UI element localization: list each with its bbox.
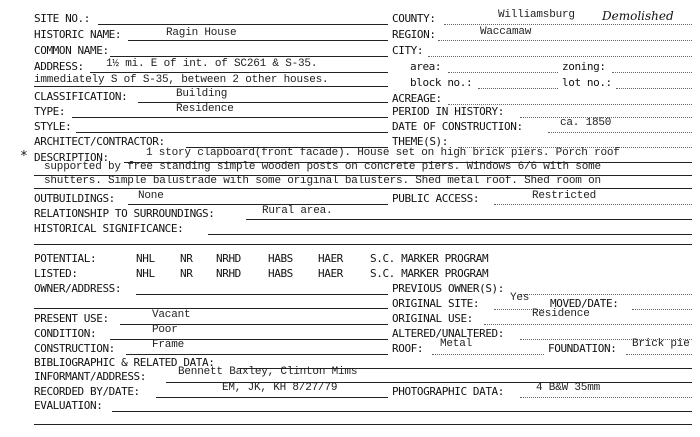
classification-label: CLASSIFICATION: <box>34 90 128 103</box>
informant-label: INFORMANT/ADDRESS: <box>34 370 147 383</box>
listed-haer: HAER <box>318 267 343 280</box>
potential-habs: HABS <box>268 252 293 265</box>
original-use-label: ORIGINAL USE: <box>392 312 473 325</box>
address-line-2 <box>34 86 388 87</box>
zoning-label: zoning: <box>562 60 606 73</box>
listed-nhl: NHL <box>136 267 155 280</box>
moved-label: MOVED/DATE: <box>550 297 619 310</box>
county-value: Williamsburg <box>498 9 575 21</box>
owner-line <box>136 294 388 295</box>
area-label: area: <box>410 60 442 73</box>
relationship-line <box>246 219 692 220</box>
potential-haer: HAER <box>318 252 343 265</box>
style-label: STYLE: <box>34 120 72 133</box>
owner-label: OWNER/ADDRESS: <box>34 282 122 295</box>
listed-habs: HABS <box>268 267 293 280</box>
listed-sc-marker: S.C. MARKER PROGRAM <box>370 267 489 280</box>
evaluation-line-2 <box>34 424 692 425</box>
county-line <box>444 24 692 25</box>
evaluation-label: EVALUATION: <box>34 399 103 412</box>
historical-significance-label: HISTORICAL SIGNIFICANCE: <box>34 222 184 235</box>
relationship-label: RELATIONSHIP TO SURROUNDINGS: <box>34 207 215 220</box>
foundation-value: Brick pie <box>632 338 690 350</box>
description-text-3: shutters. Simple balustrade with some original balusters. Shed metal roof. Shed room on <box>44 175 601 187</box>
acreage-label: ACREAGE: <box>392 92 442 105</box>
address-value-2: immediately S of S-35, between 2 other houses. <box>34 74 329 86</box>
historical-significance-line-2 <box>34 244 692 245</box>
block-label: block no.: <box>410 76 473 89</box>
address-value-1: 1½ mi. E of int. of SC261 & S-35. <box>106 58 318 70</box>
bibliographic-label: BIBLIOGRAPHIC & RELATED DATA: <box>34 356 215 369</box>
present-use-label: PRESENT USE: <box>34 312 109 325</box>
description-text-2: supported by free standing simple wooden posts on concrete piers. Windows 6/6 with some <box>44 161 601 173</box>
date-construction-label: DATE OF CONSTRUCTION: <box>392 120 523 133</box>
address-line-1 <box>90 72 388 73</box>
condition-value: Poor <box>152 324 178 336</box>
block-line <box>478 88 558 89</box>
construction-value: Frame <box>152 339 185 351</box>
potential-label: POTENTIAL: <box>34 252 97 265</box>
description-line-3 <box>34 188 692 189</box>
outbuildings-label: OUTBUILDINGS: <box>34 192 115 205</box>
themes-label: THEME(S): <box>392 135 449 148</box>
outbuildings-value: None <box>138 190 164 202</box>
date-construction-line <box>548 132 692 133</box>
roof-label: ROOF: <box>392 342 424 355</box>
relationship-value: Rural area. <box>262 205 333 217</box>
altered-label: ALTERED/UNALTERED: <box>392 327 505 340</box>
type-value: Residence <box>176 103 234 115</box>
listed-nrhd: NRHD <box>216 267 241 280</box>
historical-significance-line-1 <box>208 234 692 235</box>
previous-owners-label: PREVIOUS OWNER(S): <box>392 282 505 295</box>
historic-name-line <box>128 40 388 41</box>
common-name-label: COMMON NAME: <box>34 44 109 57</box>
region-line <box>438 40 692 41</box>
condition-label: CONDITION: <box>34 327 97 340</box>
zoning-line <box>612 72 692 73</box>
informant-value: Bennett Baxley, Clinton Mims <box>178 366 358 378</box>
public-access-value: Restricted <box>532 190 597 202</box>
county-label: COUNTY: <box>392 12 436 25</box>
original-use-line <box>484 324 692 325</box>
owner-line-2 <box>34 308 388 309</box>
period-label: PERIOD IN HISTORY: <box>392 105 505 118</box>
original-use-value: Residence <box>532 308 590 320</box>
city-label: CITY: <box>392 44 424 57</box>
date-construction-value: ca. 1850 <box>560 117 612 129</box>
description-label: DESCRIPTION: <box>34 151 109 164</box>
roof-value: Metal <box>440 338 473 350</box>
previous-owners-line <box>520 294 692 295</box>
type-label: TYPE: <box>34 105 66 118</box>
potential-nrhd: NRHD <box>216 252 241 265</box>
original-site-label: ORIGINAL SITE: <box>392 297 480 310</box>
common-name-line <box>110 56 388 57</box>
recorded-line <box>156 397 388 398</box>
public-access-label: PUBLIC ACCESS: <box>392 192 480 205</box>
foundation-line <box>626 354 692 355</box>
potential-nr: NR <box>180 252 193 265</box>
county-demolished-note: Demolished <box>602 9 674 23</box>
listed-nr: NR <box>180 267 193 280</box>
lot-line <box>616 88 692 89</box>
description-asterisk: * <box>20 149 28 164</box>
site-no-label: SITE NO.: <box>34 12 91 25</box>
type-line <box>72 117 388 118</box>
potential-nhl: NHL <box>136 252 155 265</box>
moved-line <box>632 309 692 310</box>
region-value: Waccamaw <box>480 26 532 38</box>
construction-label: CONSTRUCTION: <box>34 342 115 355</box>
historic-name-value: Ragin House <box>166 27 237 39</box>
historic-name-label: HISTORIC NAME: <box>34 28 122 41</box>
original-site-value: Yes <box>510 292 530 304</box>
evaluation-line <box>112 411 692 412</box>
description-text-1: 1 story clapboard(front facade). House set on high brick piers. Porch roof <box>146 147 620 159</box>
region-label: REGION: <box>392 28 436 41</box>
present-use-value: Vacant <box>152 309 191 321</box>
recorded-label: RECORDED BY/DATE: <box>34 385 140 398</box>
public-access-line <box>494 204 692 205</box>
recorded-value: EM, JK, KH 8/27/79 <box>222 382 338 394</box>
lot-label: lot no.: <box>562 76 612 89</box>
photographic-line <box>520 397 692 398</box>
address-label: ADDRESS: <box>34 60 84 73</box>
style-line <box>76 132 388 133</box>
area-line <box>448 72 558 73</box>
construction-line <box>126 354 388 355</box>
listed-label: LISTED: <box>34 267 78 280</box>
architect-label: ARCHITECT/CONTRACTOR: <box>34 135 165 148</box>
potential-sc-marker: S.C. MARKER PROGRAM <box>370 252 489 265</box>
outbuildings-line <box>128 204 388 205</box>
photographic-value: 4 B&W 35mm <box>536 382 601 394</box>
photographic-label: PHOTOGRAPHIC DATA: <box>392 385 505 398</box>
classification-value: Building <box>176 88 228 100</box>
roof-line <box>432 354 544 355</box>
city-line <box>428 56 692 57</box>
foundation-label: FOUNDATION: <box>548 342 617 355</box>
site-no-line <box>98 24 388 25</box>
